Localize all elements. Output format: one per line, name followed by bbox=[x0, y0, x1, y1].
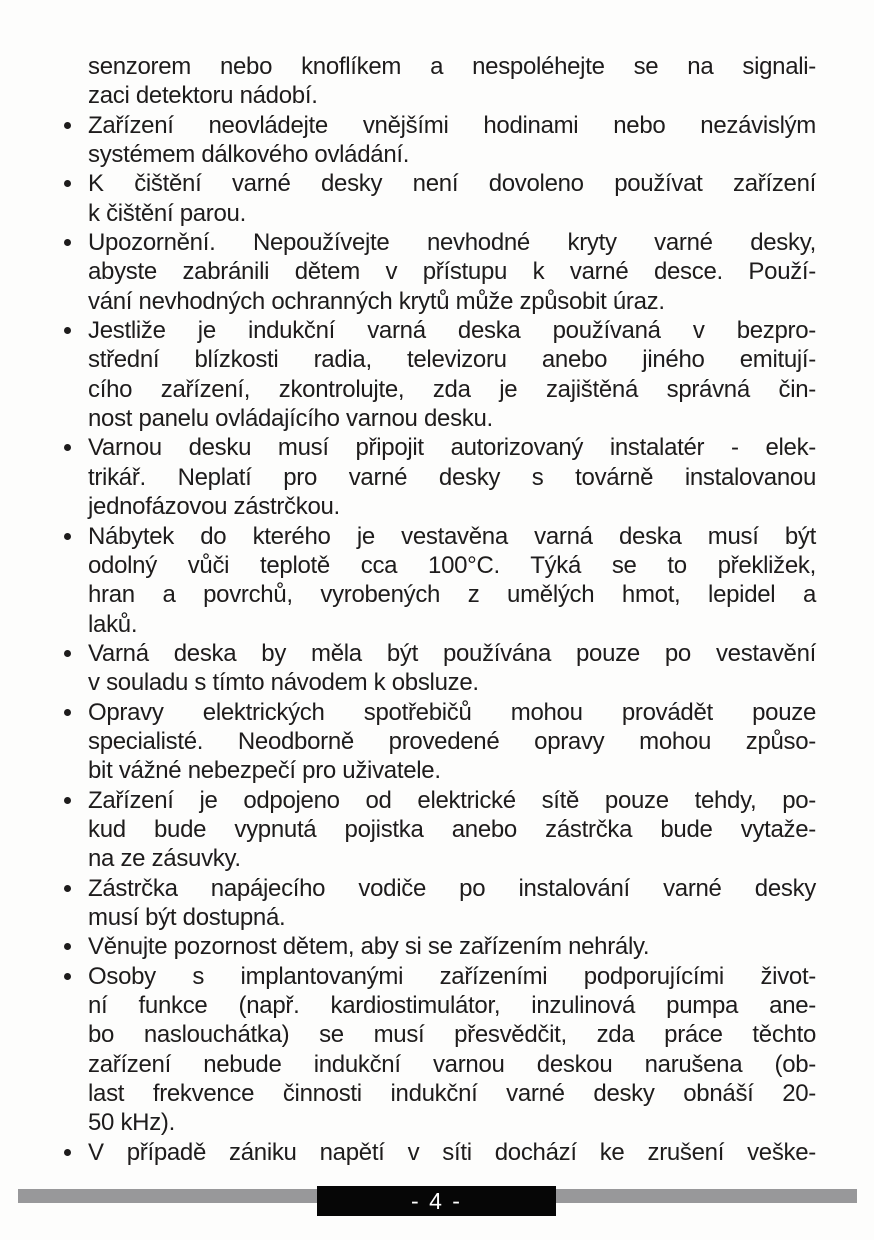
text-line: cího zařízení, zkontrolujte, zda je zajištěná správná čin- bbox=[88, 375, 816, 403]
text-line: Opravy elektrických spotřebičů mohou provádět pouze bbox=[88, 698, 816, 726]
paragraph bbox=[60, 433, 816, 521]
page-number: - 4 - bbox=[411, 1187, 462, 1214]
text-line: trikář. Neplatí pro varné desky s továrně instalovanou bbox=[88, 463, 816, 491]
text-line: bo naslouchátka) se musí přesvědčit, zda práce těchto bbox=[88, 1021, 816, 1049]
bullet-icon bbox=[64, 122, 71, 129]
paragraph bbox=[60, 786, 816, 874]
text-line: last frekvence činnosti indukční varné desky obnáší 20- bbox=[88, 1080, 816, 1108]
bullet-icon bbox=[64, 239, 71, 246]
paragraph bbox=[60, 111, 816, 170]
text-line: jednofázovou zástrčkou. bbox=[88, 493, 340, 521]
text-line: Varnou desku musí připojit autorizovaný instalatér - elek- bbox=[88, 434, 816, 462]
bullet-icon bbox=[64, 533, 71, 540]
text-line: Osoby s implantovanými zařízeními podporujícími život- bbox=[88, 962, 816, 990]
text-line: Zařízení je odpojeno od elektrické sítě pouze tehdy, po- bbox=[88, 786, 816, 814]
text-line: Zástrčka napájecího vodiče po instalování varné desky bbox=[88, 874, 816, 902]
text-line: odolný vůči teplotě cca 100°C. Týká se to překližek, bbox=[88, 551, 816, 579]
text-line: ní funkce (např. kardiostimulátor, inzulinová pumpa ane- bbox=[88, 992, 816, 1019]
text-line: Nábytek do kterého je vestavěna varná deska musí být bbox=[88, 522, 816, 550]
text-line: bit vážné nebezpečí pro uživatele. bbox=[88, 757, 441, 785]
text-line: zařízení nebude indukční varnou deskou narušena (ob- bbox=[88, 1050, 816, 1078]
text-line: v souladu s tímto návodem k obsluze. bbox=[88, 669, 479, 697]
paragraph bbox=[60, 639, 816, 698]
paragraph bbox=[60, 1138, 816, 1167]
paragraph bbox=[60, 932, 816, 961]
bullet-icon bbox=[64, 1149, 71, 1156]
bullet-icon bbox=[64, 650, 71, 657]
text-line: 50 kHz). bbox=[88, 1109, 175, 1137]
bullet-icon bbox=[64, 327, 71, 334]
text-line: nost panelu ovládajícího varnou desku. bbox=[88, 405, 493, 433]
bullet-icon bbox=[64, 885, 71, 892]
bullet-icon bbox=[64, 943, 71, 950]
text-line: systémem dálkového ovládání. bbox=[88, 141, 410, 169]
bullet-icon bbox=[64, 973, 71, 980]
paragraph bbox=[60, 962, 816, 1138]
text-line: Zařízení neovládejte vnějšími hodinami nebo nezávislým bbox=[88, 111, 816, 139]
text-line: střední blízkosti radia, televizoru anebo jiného emitují- bbox=[88, 346, 816, 374]
text-line: k čištění parou. bbox=[88, 199, 246, 227]
page-number-box bbox=[317, 1186, 556, 1216]
paragraph bbox=[60, 698, 816, 786]
page-text bbox=[60, 52, 816, 1167]
text-line: V případě zániku napětí v síti dochází ke zrušení veške- bbox=[88, 1138, 816, 1166]
paragraph bbox=[60, 52, 816, 111]
bullet-icon bbox=[64, 797, 71, 804]
paragraph bbox=[60, 169, 816, 228]
text-line: vání nevhodných ochranných krytů může způsobit úraz. bbox=[88, 287, 665, 315]
text-line: Jestliže je indukční varná deska používaná v bezpro- bbox=[88, 317, 816, 345]
paragraph bbox=[60, 228, 816, 316]
bullet-icon bbox=[64, 444, 71, 451]
paragraph bbox=[60, 874, 816, 933]
bullet-icon bbox=[64, 180, 71, 187]
text-line: laků. bbox=[88, 610, 138, 638]
bullet-icon bbox=[64, 709, 71, 716]
text-line: kud bude vypnutá pojistka anebo zástrčka bude vytaže- bbox=[88, 815, 816, 843]
text-line: senzorem nebo knoflíkem a nespoléhejte se na signali- bbox=[88, 53, 816, 80]
text-line: Varná deska by měla být používána pouze po vestavění bbox=[88, 639, 816, 667]
text-line: musí být dostupná. bbox=[88, 903, 286, 931]
text-line: specialisté. Neodborně provedené opravy mohou způso- bbox=[88, 727, 816, 755]
paragraph bbox=[60, 316, 816, 433]
text-line: hran a povrchů, vyrobených z umělých hmot, lepidel a bbox=[88, 581, 816, 609]
text-line: na ze zásuvky. bbox=[88, 845, 241, 873]
text-line: abyste zabránili dětem v přístupu k varné desce. Použí- bbox=[88, 258, 816, 286]
text-line: Upozornění. Nepoužívejte nevhodné kryty varné desky, bbox=[88, 229, 816, 257]
text-line: zaci detektoru nádobí. bbox=[88, 82, 318, 110]
text-line: K čištění varné desky není dovoleno používat zařízení bbox=[88, 170, 816, 198]
text-line: Věnujte pozornost dětem, aby si se zařízením nehrály. bbox=[88, 933, 650, 961]
paragraph bbox=[60, 522, 816, 639]
